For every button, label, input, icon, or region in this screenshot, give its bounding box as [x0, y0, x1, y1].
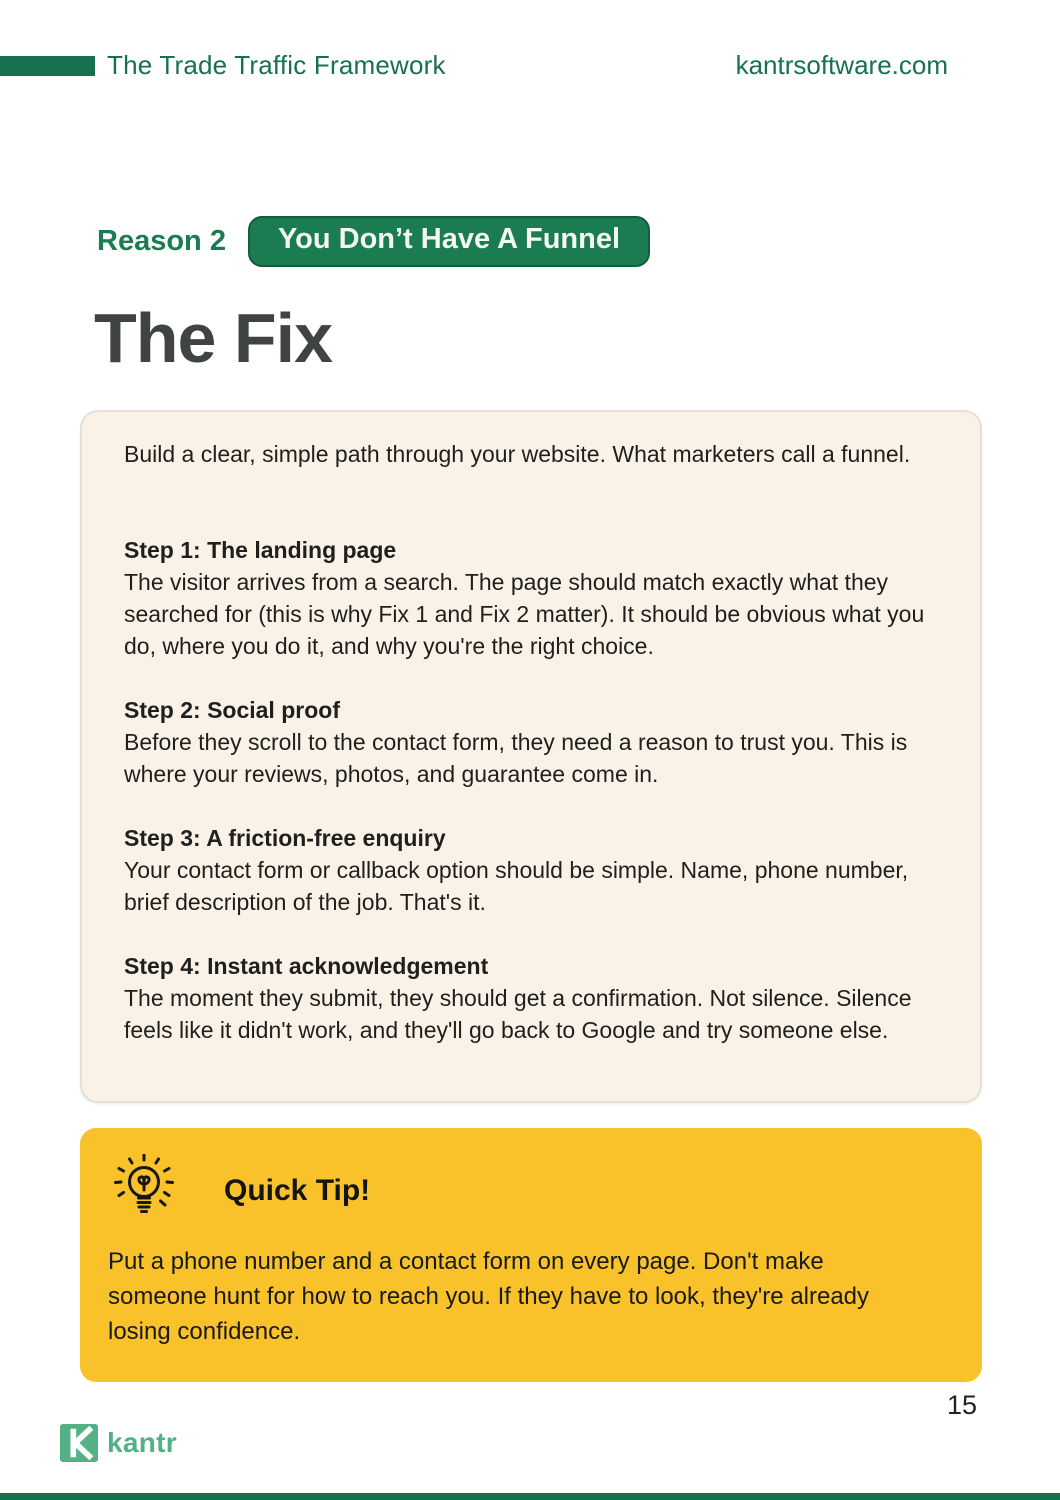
step-3-title: Step 3: A friction-free enquiry	[124, 825, 446, 851]
quick-tip-body: Put a phone number and a contact form on every page. Don't make someone hunt for how to reach you. If they have to look, they're already losing confidence.	[108, 1248, 870, 1345]
header-accent-bar	[0, 56, 95, 76]
step-4-body: The moment they submit, they should get a confirmation. Not silence. Silence feels like it didn't work, and they'll go back to Google and try someone else.	[124, 985, 912, 1043]
footer-accent-bar	[0, 1493, 1060, 1500]
page-title: The Fix	[94, 299, 333, 377]
lightbulb-icon	[108, 1154, 180, 1228]
step-3-body: Your contact form or callback option should be simple. Name, phone number, brief description of the job. That's it.	[124, 857, 909, 915]
fix-intro-paragraph: Build a clear, simple path through your website. What marketers call a funnel.	[124, 441, 911, 467]
website-link[interactable]: kantrsoftware.com	[735, 50, 948, 80]
step-1-title: Step 1: The landing page	[124, 537, 397, 563]
step-4-block	[124, 950, 936, 1046]
quick-tip-header	[108, 1154, 952, 1228]
step-1-body: The visitor arrives from a search. The page should match exactly what they searched for (this is why Fix 1 and Fix 2 matter). It should be obvious what you do, where you do it, and why you're the right choice.	[124, 569, 925, 659]
reason-label: Reason 2	[97, 224, 226, 257]
step-4-title: Step 4: Instant acknowledgement	[124, 953, 489, 979]
step-2-body: Before they scroll to the contact form, they need a reason to trust you. This is where your reviews, photos, and guarantee come in.	[124, 729, 908, 787]
kantr-logo	[60, 1424, 177, 1462]
quick-tip-title: Quick Tip!	[224, 1174, 371, 1207]
reason-badge: You Don’t Have A Funnel	[248, 216, 650, 267]
kantr-logo-text: kantr	[107, 1427, 177, 1458]
step-2-block	[124, 694, 936, 790]
document-title: The Trade Traffic Framework	[107, 50, 446, 80]
kantr-logo-icon	[60, 1424, 98, 1462]
quick-tip-box	[80, 1128, 982, 1382]
page-number: 15	[946, 1390, 977, 1420]
step-3-block	[124, 822, 936, 918]
step-2-title: Step 2: Social proof	[124, 697, 340, 723]
fix-content-box	[80, 410, 982, 1103]
reason-row	[97, 216, 650, 267]
step-1-block	[124, 534, 936, 662]
